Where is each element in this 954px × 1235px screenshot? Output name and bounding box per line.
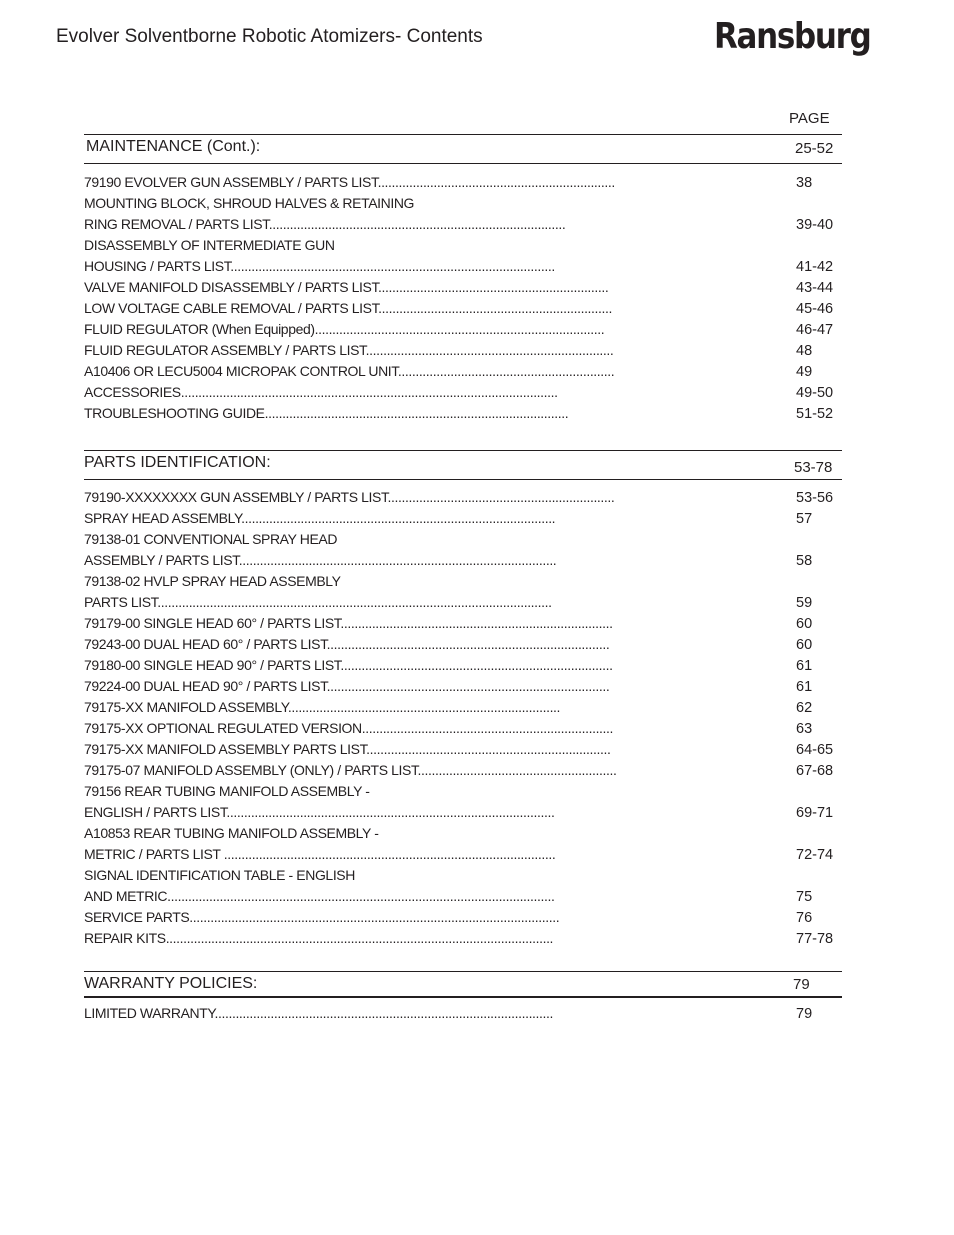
- toc-entry-title: 79175-XX MANIFOLD ASSEMBLY..............................................................................: [84, 699, 561, 715]
- toc-entry-page: 58: [796, 553, 813, 569]
- toc-entry: [84, 403, 844, 424]
- toc-entry-title: 79190-XXXXXXXX GUN ASSEMBLY / PARTS LIST.................................................................: [84, 489, 615, 505]
- toc-entry-title: SIGNAL IDENTIFICATION TABLE - ENGLISH: [84, 867, 355, 883]
- toc-entry-page: 39-40: [796, 217, 834, 233]
- toc-entry-page: 60: [796, 637, 813, 653]
- toc-entry-title: SERVICE PARTS..........................................................................................................: [84, 909, 560, 925]
- toc-entry: [84, 529, 844, 550]
- toc-entry: [84, 382, 844, 403]
- toc-entry: [84, 676, 844, 697]
- toc-entry-title: SPRAY HEAD ASSEMBLY..........................................................................................: [84, 510, 556, 526]
- toc-entry-title: AND METRIC...............................................................................................................: [84, 888, 555, 904]
- toc-entry-page: 49: [796, 364, 813, 380]
- toc-entry-title: MOUNTING BLOCK, SHROUD HALVES & RETAINING: [84, 195, 415, 211]
- toc-list-parts-identification: [84, 487, 844, 949]
- toc-list-warranty: [84, 1003, 844, 1024]
- toc-entry: [84, 739, 844, 760]
- toc-entry-page: 51-52: [796, 406, 834, 422]
- ransburg-logo: Ransburg: [714, 16, 871, 57]
- toc-entry-title: RING REMOVAL / PARTS LIST.....................................................................................: [84, 216, 566, 232]
- toc-entry-page: 48: [796, 343, 813, 359]
- toc-entry-page: 72-74: [796, 847, 834, 863]
- toc-entry-title: REPAIR KITS...............................................................................................................: [84, 930, 554, 946]
- toc-entry-page: 53-56: [796, 490, 834, 506]
- toc-entry-title: DISASSEMBLY OF INTERMEDIATE GUN: [84, 237, 335, 253]
- toc-entry-page: 60: [796, 616, 813, 632]
- toc-entry: [84, 781, 844, 802]
- toc-entry-title: ASSEMBLY / PARTS LIST...........................................................................................: [84, 552, 557, 568]
- section-bottom-rule: [84, 996, 842, 998]
- toc-entry-title: 79175-XX OPTIONAL REGULATED VERSION........................................................................: [84, 720, 614, 736]
- document-title: Evolver Solventborne Robotic Atomizers- Contents: [56, 26, 483, 47]
- toc-entry-title: 79180-00 SINGLE HEAD 90° / PARTS LIST..............................................................................: [84, 657, 613, 673]
- toc-entry-page: 43-44: [796, 280, 834, 296]
- toc-entry-page: 76: [796, 910, 813, 926]
- toc-entry-title: LIMITED WARRANTY.................................................................................................: [84, 1005, 553, 1021]
- toc-list-maintenance: [84, 172, 844, 424]
- section-page-parts-identification: 53-78: [794, 459, 833, 476]
- toc-entry-title: 79138-02 HVLP SPRAY HEAD ASSEMBLY: [84, 573, 341, 589]
- toc-entry: [84, 634, 844, 655]
- toc-entry-page: 77-78: [796, 931, 834, 947]
- toc-entry: [84, 613, 844, 634]
- toc-entry: [84, 697, 844, 718]
- toc-entry: [84, 214, 844, 235]
- toc-entry-title: LOW VOLTAGE CABLE REMOVAL / PARTS LIST...................................................................: [84, 300, 612, 316]
- toc-entry-title: HOUSING / PARTS LIST.............................................................................................: [84, 258, 555, 274]
- toc-entry: [84, 256, 844, 277]
- toc-entry: [84, 319, 844, 340]
- toc-entry-title: FLUID REGULATOR (When Equipped)...................................................................................: [84, 321, 605, 337]
- toc-entry-title: 79175-XX MANIFOLD ASSEMBLY PARTS LIST......................................................................: [84, 741, 611, 757]
- toc-entry-title: 79179-00 SINGLE HEAD 60° / PARTS LIST..............................................................................: [84, 615, 613, 631]
- toc-entry-page: 61: [796, 679, 813, 695]
- toc-entry: [84, 928, 844, 949]
- toc-entry: [84, 550, 844, 571]
- section-top-rule: [84, 450, 842, 451]
- toc-entry-page: 57: [796, 511, 813, 527]
- toc-entry-page: 59: [796, 595, 813, 611]
- toc-entry: [84, 508, 844, 529]
- toc-entry: [84, 655, 844, 676]
- toc-entry-title: ACCESSORIES............................................................................................................: [84, 384, 558, 400]
- toc-entry-title: VALVE MANIFOLD DISASSEMBLY / PARTS LIST..................................................................: [84, 279, 609, 295]
- toc-entry-title: METRIC / PARTS LIST ...............................................................................................: [84, 846, 556, 862]
- section-page-warranty: 79: [793, 976, 810, 993]
- toc-entry-title: ENGLISH / PARTS LIST..............................................................................................: [84, 804, 555, 820]
- toc-entry: [84, 844, 844, 865]
- toc-entry-page: 46-47: [796, 322, 834, 338]
- section-title-parts-identification: PARTS IDENTIFICATION:: [84, 454, 271, 471]
- section-bottom-rule: [84, 479, 842, 480]
- toc-entry-page: 45-46: [796, 301, 834, 317]
- section-page-maintenance: 25-52: [795, 140, 834, 157]
- toc-entry-title: 79138-01 CONVENTIONAL SPRAY HEAD: [84, 531, 338, 547]
- toc-entry: [84, 172, 844, 193]
- toc-entry-page: 63: [796, 721, 813, 737]
- toc-entry: [84, 1003, 844, 1024]
- toc-entry: [84, 571, 844, 592]
- toc-entry: [84, 340, 844, 361]
- toc-entry: [84, 361, 844, 382]
- section-bottom-rule: [84, 163, 842, 164]
- section-title-warranty: WARRANTY POLICIES:: [84, 975, 258, 992]
- toc-entry: [84, 193, 844, 214]
- toc-entry-title: FLUID REGULATOR ASSEMBLY / PARTS LIST.......................................................................: [84, 342, 614, 358]
- toc-entry: [84, 298, 844, 319]
- toc-entry: [84, 886, 844, 907]
- toc-entry-page: 62: [796, 700, 813, 716]
- toc-entry-page: 49-50: [796, 385, 834, 401]
- toc-entry: [84, 592, 844, 613]
- toc-entry: [84, 718, 844, 739]
- toc-entry-page: 69-71: [796, 805, 834, 821]
- toc-entry-title: A10406 OR LECU5004 MICROPAK CONTROL UNIT..............................................................: [84, 363, 615, 379]
- toc-entry-title: PARTS LIST.................................................................................................................: [84, 594, 552, 610]
- toc-entry-page: 67-68: [796, 763, 834, 779]
- toc-entry: [84, 760, 844, 781]
- toc-entry: [84, 907, 844, 928]
- toc-entry-title: 79156 REAR TUBING MANIFOLD ASSEMBLY -: [84, 783, 370, 799]
- toc-entry-title: 79243-00 DUAL HEAD 60° / PARTS LIST.................................................................................: [84, 636, 610, 652]
- toc-entry-page: 41-42: [796, 259, 834, 275]
- toc-entry-page: 61: [796, 658, 813, 674]
- toc-entry-page: 64-65: [796, 742, 834, 758]
- toc-entry: [84, 865, 844, 886]
- toc-entry: [84, 235, 844, 256]
- section-top-rule: [84, 971, 842, 972]
- toc-entry-title: 79175-07 MANIFOLD ASSEMBLY (ONLY) / PARTS LIST.........................................................: [84, 762, 617, 778]
- toc-entry-page: 75: [796, 889, 813, 905]
- toc-entry: [84, 823, 844, 844]
- toc-entry: [84, 277, 844, 298]
- section-top-rule: [84, 134, 842, 135]
- toc-entry-page: 79: [796, 1006, 813, 1022]
- toc-entry-title: TROUBLESHOOTING GUIDE.......................................................................................: [84, 405, 569, 421]
- toc-entry-page: 38: [796, 175, 813, 191]
- toc-entry: [84, 802, 844, 823]
- section-title-maintenance: MAINTENANCE (Cont.):: [86, 138, 261, 155]
- toc-entry: [84, 487, 844, 508]
- page-column-label: PAGE: [789, 110, 830, 127]
- toc-entry-title: A10853 REAR TUBING MANIFOLD ASSEMBLY -: [84, 825, 379, 841]
- toc-entry-title: 79190 EVOLVER GUN ASSEMBLY / PARTS LIST....................................................................: [84, 174, 615, 190]
- toc-entry-title: 79224-00 DUAL HEAD 90° / PARTS LIST.................................................................................: [84, 678, 610, 694]
